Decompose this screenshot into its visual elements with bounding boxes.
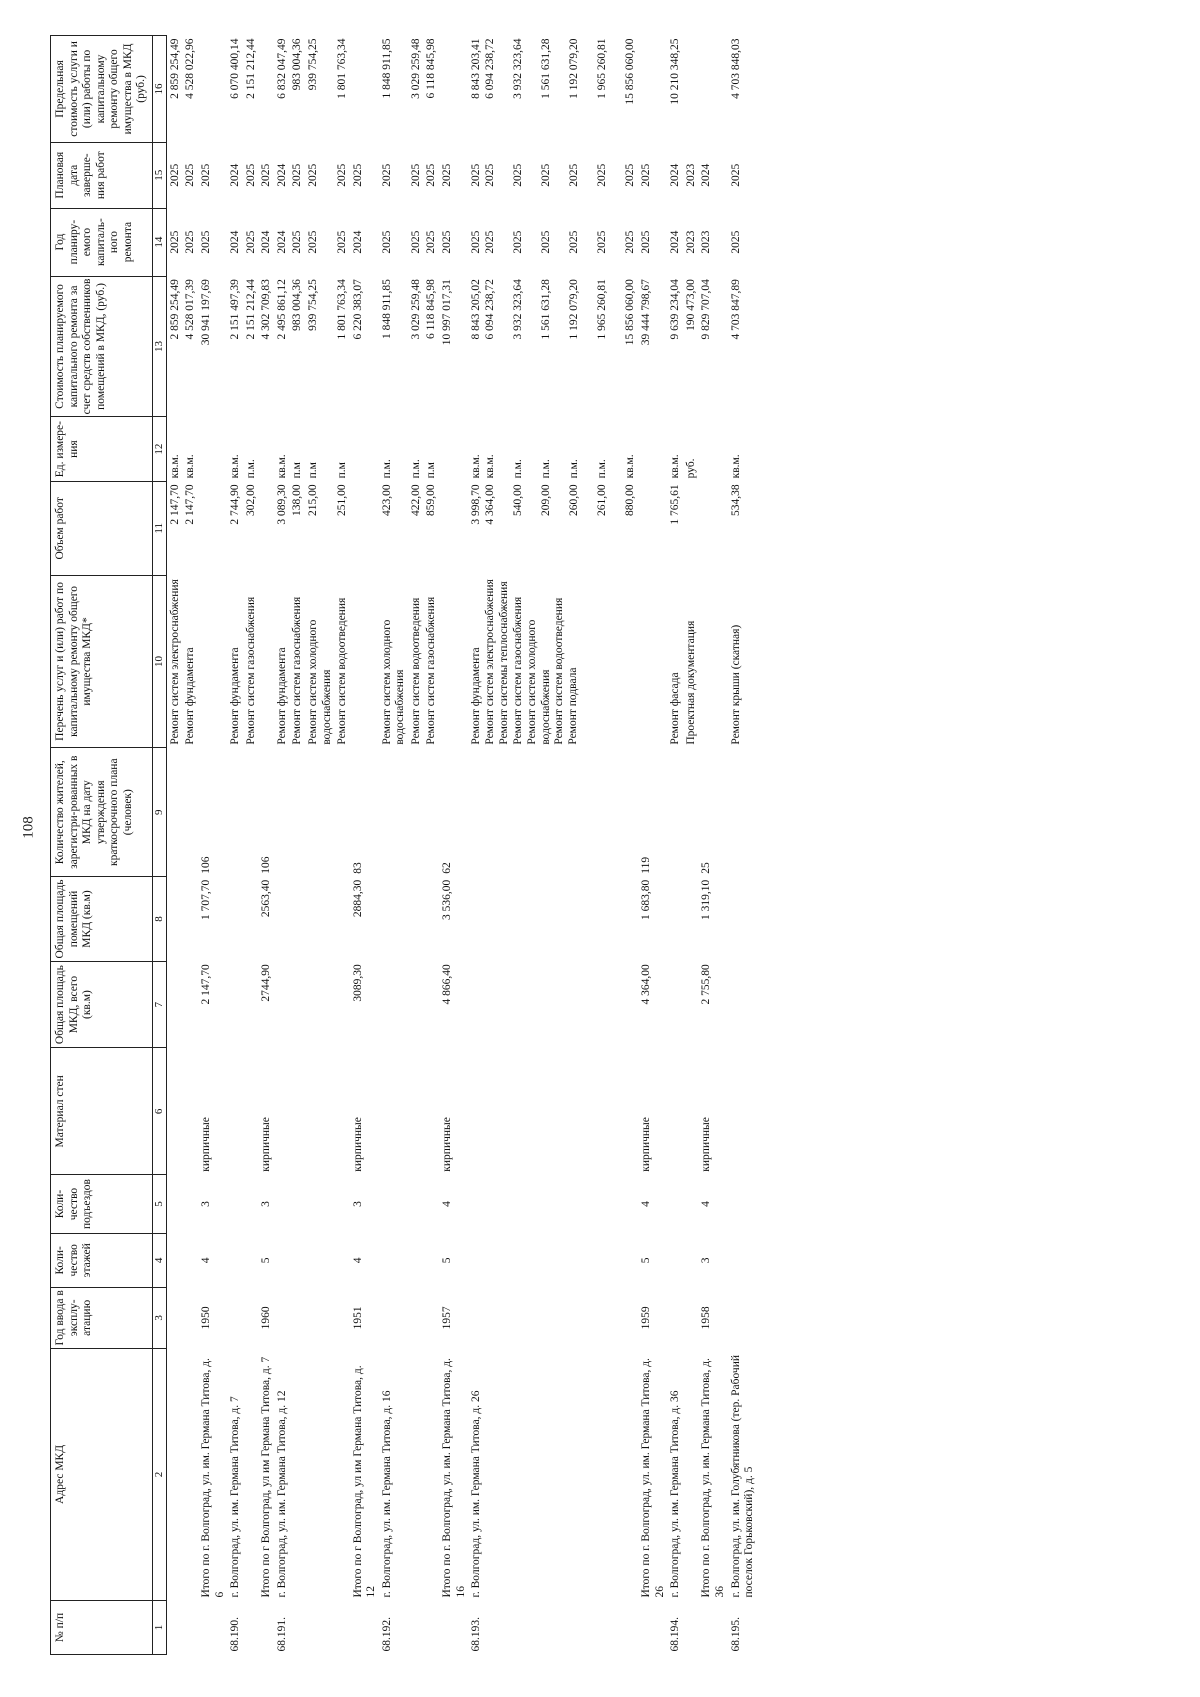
work-unit: п.м. — [512, 459, 525, 479]
total-year: 2025 — [200, 230, 213, 254]
header-cell: Материал стен — [51, 1048, 153, 1175]
total-end: 2025 — [441, 163, 454, 187]
column-number: 16 — [152, 36, 166, 143]
work-volume: 209,00 — [540, 484, 553, 516]
table-row — [729, 36, 758, 1655]
work-cost: 8 843 205,02 — [470, 279, 483, 340]
column-number: 8 — [152, 877, 166, 961]
work-type: Ремонт систем газоснабжения — [512, 596, 525, 745]
work-end: 2024 — [229, 163, 242, 187]
header-cell: Количество жителей, зарегистри-рованных в МКД на дату утверждения краткосрочного плана (человек) — [51, 748, 153, 877]
header-cell: Объем работ — [51, 481, 153, 575]
total-year: 2024 — [260, 230, 273, 254]
work-end: 2025 — [168, 163, 181, 187]
work-year: 2025 — [244, 230, 257, 254]
total-address: Итого по г. Волгоград, ул. им. Германа Титова, д. 6 — [200, 1358, 226, 1598]
header-cell: Перечень услуг и (или) работ по капитальному ремонту общего имущества МКД* — [51, 575, 153, 747]
total-cost: 10 997 017,31 — [441, 279, 454, 346]
work-type: Ремонт систем водоотведения — [336, 597, 349, 745]
total-address: Итого по г Волгоград, ул им Германа Титова, д. 7 — [260, 1356, 273, 1598]
work-unit: п.м. — [568, 459, 581, 479]
total-year: 2023 — [700, 230, 713, 254]
work-end: 2025 — [409, 163, 422, 187]
floors: 4 — [200, 1257, 213, 1264]
area-rooms: 1 319,10 — [700, 879, 713, 920]
wall-material: кирпичные — [351, 1117, 364, 1172]
total-row — [440, 36, 469, 1655]
wall-material: кирпичные — [260, 1117, 273, 1172]
work-type: Ремонт фундамента — [184, 647, 197, 745]
work-volume: 1 765,61 — [669, 484, 682, 525]
total-cost: 30 941 197,69 — [200, 279, 213, 346]
work-limit: 6 094 238,72 — [484, 38, 497, 99]
total-year: 2025 — [441, 230, 454, 254]
work-limit: 6 832 047,49 — [275, 38, 288, 99]
work-unit: п.м — [425, 462, 438, 479]
row-number: 68.192. — [380, 1617, 393, 1652]
table-row — [684, 36, 700, 1655]
work-limit: 2 151 212,44 — [244, 38, 257, 99]
work-end: 2025 — [336, 163, 349, 187]
total-cost: 4 302 709,83 — [260, 279, 273, 340]
residents: 83 — [351, 862, 364, 874]
capital-repair-table — [50, 35, 758, 1655]
work-year: 2025 — [484, 230, 497, 254]
work-type: Ремонт систем электроснабжения — [168, 579, 181, 745]
total-end: 2025 — [351, 163, 364, 187]
total-year: 2024 — [351, 230, 364, 254]
work-volume: 2 147,70 — [168, 484, 181, 525]
area-rooms: 2884,30 — [351, 879, 364, 918]
wall-material: кирпичные — [640, 1117, 653, 1172]
work-limit: 15 856 060,00 — [624, 38, 637, 105]
work-volume: 260,00 — [568, 484, 581, 516]
header-cell: Стоимость планируемого капитального ремонта за счет средств собственников помещений в МКД, (руб.) — [51, 276, 153, 417]
column-number: 9 — [152, 748, 166, 877]
work-year: 2025 — [409, 230, 422, 254]
work-type: Проектная документация — [684, 620, 697, 745]
entrances: 3 — [260, 1201, 273, 1207]
work-type: Ремонт систем электроснабжения — [484, 579, 497, 745]
work-cost: 2 151 212,44 — [244, 279, 257, 340]
work-unit: кв.м. — [470, 454, 483, 479]
work-year: 2023 — [684, 230, 697, 254]
work-cost: 3 029 259,48 — [409, 279, 422, 340]
work-end: 2025 — [540, 163, 553, 187]
work-end: 2025 — [729, 163, 742, 187]
area-total: 2 147,70 — [200, 964, 213, 1005]
work-limit: 6 118 845,98 — [425, 38, 438, 99]
work-cost: 1 561 631,28 — [540, 279, 553, 340]
header-cell: Ед. измере-ния — [51, 417, 153, 482]
work-volume: 215,00 — [306, 484, 319, 516]
column-number: 5 — [152, 1175, 166, 1234]
year-built: 1958 — [700, 1306, 713, 1330]
work-unit: кв.м. — [484, 454, 497, 479]
area-total: 3089,30 — [351, 964, 364, 1002]
house-address: г. Волгоград, ул. им. Германа Титова, д. 16 — [380, 1390, 393, 1598]
year-built: 1960 — [260, 1306, 273, 1330]
work-volume: 3 089,30 — [275, 484, 288, 525]
area-rooms: 1 683,80 — [640, 879, 653, 920]
work-cost: 6 094 238,72 — [484, 279, 497, 340]
work-year: 2025 — [336, 230, 349, 254]
work-limit: 3 932 323,64 — [512, 38, 525, 99]
work-end: 2025 — [306, 163, 319, 187]
column-number: 4 — [152, 1233, 166, 1287]
work-unit: кв.м. — [624, 454, 637, 479]
work-type: Ремонт систем холодного водоснабжения — [306, 619, 333, 745]
table-row — [380, 36, 409, 1655]
work-year: 2025 — [624, 230, 637, 254]
work-cost: 4 528 017,39 — [184, 279, 197, 340]
area-rooms: 2563,40 — [260, 879, 273, 918]
work-year: 2025 — [184, 230, 197, 254]
work-unit: п.м — [306, 462, 319, 479]
year-built: 1959 — [640, 1306, 653, 1330]
column-number: 14 — [152, 208, 166, 276]
work-cost: 1 192 079,20 — [568, 279, 581, 340]
entrances: 3 — [351, 1201, 364, 1207]
work-year: 2025 — [425, 230, 438, 254]
floors: 5 — [640, 1257, 653, 1264]
work-cost: 2 151 497,39 — [229, 279, 242, 340]
page-number: 108 — [20, 816, 37, 839]
year-built: 1950 — [200, 1306, 213, 1330]
work-year: 2024 — [669, 230, 682, 254]
work-end: 2025 — [568, 163, 581, 187]
work-unit: п.м — [291, 462, 304, 479]
work-type: Ремонт системы теплоснабжения — [498, 581, 511, 745]
work-type: Ремонт систем водоотведения — [553, 597, 566, 745]
work-cost: 2 495 861,12 — [275, 279, 288, 340]
header-cell: Коли-чество подъездов — [51, 1175, 153, 1234]
work-end: 2025 — [380, 163, 393, 187]
column-number: 10 — [152, 575, 166, 747]
header-cell: Коли-чество этажей — [51, 1233, 153, 1287]
work-unit: п.м. — [244, 459, 257, 479]
work-year: 2025 — [729, 230, 742, 254]
year-built: 1951 — [351, 1306, 364, 1330]
entrances: 4 — [700, 1201, 713, 1207]
work-unit: п.м. — [380, 459, 393, 479]
work-volume: 3 998,70 — [470, 484, 483, 525]
work-type: Ремонт фундамента — [470, 647, 483, 745]
wall-material: кирпичные — [200, 1117, 213, 1172]
work-year: 2025 — [596, 230, 609, 254]
header-cell: Общая площадь помещений МКД (кв.м) — [51, 877, 153, 961]
work-type: Ремонт систем холодного водоснабжения — [526, 619, 552, 745]
work-end: 2025 — [470, 163, 483, 187]
work-volume: 423,00 — [380, 484, 393, 516]
area-total: 2744,90 — [260, 964, 273, 1002]
work-type: Ремонт систем газоснабжения — [244, 596, 257, 745]
work-volume: 534,38 — [729, 484, 742, 516]
work-type: Ремонт фундамента — [275, 647, 288, 745]
work-volume: 2 744,90 — [229, 484, 242, 525]
work-volume: 251,00 — [336, 484, 349, 516]
work-unit: п.м. — [596, 459, 609, 479]
table-row — [183, 36, 199, 1655]
header-cell: Плановая дата заверше-ния работ — [51, 142, 153, 208]
work-cost: 983 004,36 — [291, 279, 304, 331]
entrances: 3 — [200, 1201, 213, 1207]
total-end: 2025 — [260, 163, 273, 187]
table-row — [244, 36, 260, 1655]
header-cell: Общая площадь МКД, всего (кв.м) — [51, 961, 153, 1048]
work-end: 2025 — [244, 163, 257, 187]
residents: 119 — [640, 856, 653, 874]
column-number: 15 — [152, 142, 166, 208]
work-limit: 983 004,36 — [291, 38, 304, 91]
work-type: Ремонт систем газоснабжения — [291, 596, 304, 745]
work-unit: руб. — [684, 458, 697, 479]
area-rooms: 3 536,00 — [441, 879, 454, 920]
work-type: Ремонт фундамента — [229, 647, 242, 745]
work-volume: 422,00 — [409, 484, 422, 516]
work-end: 2025 — [184, 163, 197, 187]
work-type: Ремонт систем водоотведения — [409, 597, 422, 745]
area-total: 2 755,80 — [700, 964, 713, 1005]
work-cost: 190 473,00 — [684, 279, 697, 331]
work-limit: 1 965 260,81 — [596, 38, 609, 99]
work-cost: 2 859 254,49 — [168, 279, 181, 340]
total-end: 2024 — [700, 163, 713, 187]
work-volume: 261,00 — [596, 484, 609, 516]
column-number: 3 — [152, 1287, 166, 1348]
column-number: 2 — [152, 1348, 166, 1600]
work-cost: 939 754,25 — [306, 279, 319, 331]
total-address: Итого по г. Волгоград, ул. им. Германа Титова, д. 26 — [640, 1358, 666, 1598]
work-limit: 1 192 079,20 — [568, 38, 581, 99]
column-number: 11 — [152, 481, 166, 575]
work-cost: 3 932 323,64 — [512, 279, 525, 340]
residents: 62 — [441, 862, 454, 874]
total-row — [199, 36, 228, 1655]
table-row — [335, 36, 351, 1655]
work-cost: 1 848 911,85 — [380, 279, 393, 340]
work-unit: п.м. — [409, 459, 422, 479]
row-number: 68.193. — [470, 1617, 483, 1652]
work-end: 2025 — [624, 163, 637, 187]
work-volume: 4 364,00 — [484, 484, 497, 525]
column-number: 6 — [152, 1048, 166, 1175]
work-volume: 138,00 — [291, 484, 304, 516]
capital-repair-table-sheet — [50, 35, 1150, 1655]
table-row — [166, 36, 183, 1655]
house-address: г. Волгоград, ул. им. Германа Титова, д. 36 — [669, 1390, 682, 1598]
floors: 3 — [700, 1257, 713, 1264]
entrances: 4 — [640, 1201, 653, 1207]
column-number: 12 — [152, 417, 166, 482]
work-volume: 859,00 — [425, 484, 438, 516]
work-cost: 1 801 763,34 — [336, 279, 349, 340]
work-year: 2025 — [306, 230, 319, 254]
table-row — [668, 36, 684, 1655]
floors: 5 — [260, 1257, 273, 1264]
work-year: 2025 — [512, 230, 525, 254]
work-year: 2024 — [275, 230, 288, 254]
work-end: 2025 — [596, 163, 609, 187]
total-row — [259, 36, 275, 1655]
year-built: 1957 — [441, 1306, 454, 1330]
row-number: 68.190. — [229, 1617, 242, 1652]
work-unit: п.м. — [540, 459, 553, 479]
column-number-row — [152, 36, 166, 1655]
column-number: 13 — [152, 276, 166, 417]
work-end: 2025 — [291, 163, 304, 187]
floors: 5 — [441, 1257, 454, 1264]
work-type: Ремонт фасада — [669, 672, 682, 745]
row-number: 68.191. — [275, 1617, 288, 1652]
work-limit: 8 843 203,41 — [470, 38, 483, 99]
area-total: 4 866,40 — [441, 964, 454, 1005]
table-row — [228, 36, 244, 1655]
area-total: 4 364,00 — [640, 964, 653, 1005]
work-volume: 880,00 — [624, 484, 637, 516]
wall-material: кирпичные — [441, 1117, 454, 1172]
work-type: Ремонт систем газоснабжения — [425, 596, 438, 745]
house-address: г. Волгоград, ул. им. Германа Титова, д. 12 — [275, 1390, 288, 1598]
total-end: 2025 — [640, 163, 653, 187]
work-end: 2025 — [425, 163, 438, 187]
table-header — [51, 36, 167, 1655]
work-type: Ремонт систем холодного водоснабжения — [380, 619, 407, 745]
work-end: 2025 — [484, 163, 497, 187]
total-address: Итого по г Волгоград, ул им Германа Титова, д. 12 — [351, 1365, 378, 1598]
work-end: 2025 — [512, 163, 525, 187]
column-number: 1 — [152, 1601, 166, 1655]
work-cost: 6 118 845,98 — [425, 279, 438, 340]
row-number: 68.194. — [669, 1617, 682, 1652]
residents: 25 — [700, 862, 713, 874]
work-unit: кв.м. — [184, 454, 197, 479]
house-address: г. Волгоград, ул. им. Голубятникова (тер. Рабочий поселок Горьковский), д. 5 — [729, 1354, 756, 1598]
work-year: 2024 — [229, 230, 242, 254]
work-limit: 1 561 631,28 — [540, 38, 553, 99]
total-end: 2025 — [200, 163, 213, 187]
area-rooms: 1 707,70 — [200, 879, 213, 920]
total-row — [699, 36, 728, 1655]
work-unit: кв.м. — [669, 454, 682, 479]
work-unit: кв.м. — [729, 454, 742, 479]
work-cost: 15 856 060,00 — [624, 279, 637, 346]
work-volume: 302,00 — [244, 484, 257, 516]
work-cost: 9 639 234,04 — [669, 279, 682, 340]
work-limit: 3 029 259,48 — [409, 38, 422, 99]
total-address: Итого по г. Волгоград, ул. им. Германа Титова, д. 16 — [441, 1358, 467, 1598]
work-limit: 4 703 848,03 — [729, 38, 742, 99]
total-year: 2025 — [640, 230, 653, 254]
work-year: 2025 — [380, 230, 393, 254]
work-volume: 540,00 — [512, 484, 525, 516]
header-cell: Год планиру-емого капиталь-ного ремонта — [51, 208, 153, 276]
header-cell: № п/п — [51, 1601, 153, 1655]
floors: 4 — [351, 1257, 364, 1264]
table-row — [306, 36, 335, 1655]
total-row — [639, 36, 668, 1655]
header-cell: Предельная стоимость услуги и (или) работы по капитальному ремонту общего имущества в МКД (руб.) — [51, 36, 153, 143]
work-limit: 2 859 254,49 — [168, 38, 181, 99]
residents: 106 — [200, 856, 213, 874]
work-year: 2025 — [168, 230, 181, 254]
total-row — [351, 36, 380, 1655]
work-type: Ремонт подвала — [567, 667, 580, 745]
work-year: 2025 — [540, 230, 553, 254]
work-unit: кв.м. — [229, 454, 242, 479]
work-unit: п.м — [336, 462, 349, 479]
table-row — [409, 36, 425, 1655]
work-unit: кв.м. — [275, 454, 288, 479]
wall-material: кирпичные — [700, 1117, 713, 1172]
work-unit: кв.м. — [168, 454, 181, 479]
header-cell: Год ввода в эксплу-атацию — [51, 1287, 153, 1348]
work-year: 2025 — [291, 230, 304, 254]
total-cost: 6 220 383,07 — [351, 279, 364, 340]
table-row — [469, 36, 639, 1655]
work-end: 2023 — [684, 163, 697, 187]
table-row — [424, 36, 440, 1655]
work-limit: 6 070 400,14 — [229, 38, 242, 99]
entrances: 4 — [441, 1201, 454, 1207]
work-year: 2025 — [470, 230, 483, 254]
row-number: 68.195. — [729, 1617, 742, 1652]
total-cost: 9 829 707,04 — [700, 279, 713, 340]
residents: 106 — [260, 856, 273, 874]
total-address: Итого по г. Волгоград, ул. им. Германа Титова, д. 36 — [700, 1358, 726, 1598]
work-limit: 1 801 763,34 — [336, 38, 349, 99]
work-year: 2025 — [568, 230, 581, 254]
work-cost: 1 965 260,81 — [596, 279, 609, 340]
work-limit: 10 210 348,25 — [669, 38, 682, 105]
work-type: Ремонт крыши (скатная) — [729, 624, 742, 745]
work-volume: 2 147,70 — [184, 484, 197, 525]
work-end: 2024 — [669, 163, 682, 187]
work-limit: 939 754,25 — [306, 38, 319, 91]
table-row — [290, 36, 306, 1655]
work-end: 2024 — [275, 163, 288, 187]
column-number: 7 — [152, 961, 166, 1048]
house-address: г. Волгоград, ул. им. Германа Титова, д. 7 — [229, 1396, 242, 1598]
header-cell: Адрес МКД — [51, 1348, 153, 1600]
table-row — [275, 36, 291, 1655]
house-address: г. Волгоград, ул. им. Германа Титова, д. 26 — [470, 1390, 483, 1598]
work-limit: 1 848 911,85 — [380, 38, 393, 99]
total-cost: 39 444 798,67 — [640, 279, 653, 346]
work-cost: 4 703 847,89 — [729, 279, 742, 340]
work-limit: 4 528 022,96 — [184, 38, 197, 99]
